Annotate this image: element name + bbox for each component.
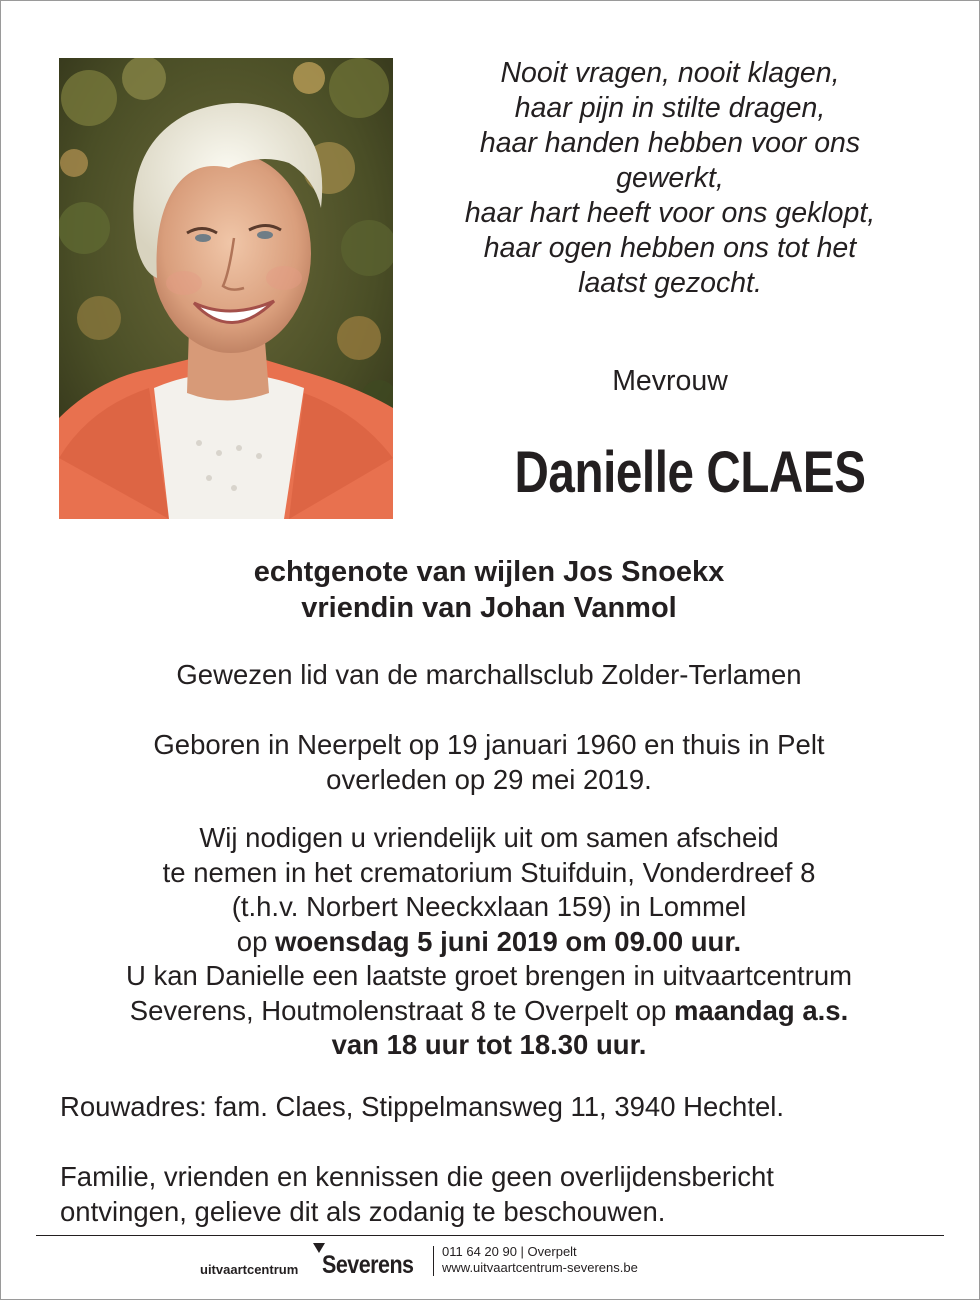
brand-small-text: uitvaartcentrum [200,1262,299,1277]
footer [0,1240,978,1280]
relations [0,554,978,626]
birth-line: Geboren in Neerpelt op 19 januari 1960 en thuis in Pelt [153,729,825,760]
club-membership: Gewezen lid van de marchallsclub Zolder-Terlamen [176,659,802,690]
invitation-line [0,1028,978,1063]
footer-separator [433,1246,434,1276]
invitation-prefix: op [236,925,276,957]
invitation-line: U kan Danielle een laatste groet brengen in uitvaartcentrum [125,960,853,991]
poem-line: haar pijn in stilte dragen, [514,92,826,124]
funeral-invitation [0,821,978,1063]
family-line: Familie, vrienden en kennissen die geen overlijdensbericht [60,1161,774,1192]
honorific: Mevrouw [612,365,728,397]
visitation-time: van 18 uur tot 18.30 uur. [331,1029,647,1060]
invitation-line: te nemen in het crematorium Stuifduin, Vonderdreef 8 [162,856,816,888]
family-line: ontvingen, gelieve dit als zodanig te beschouwen. [60,1196,666,1227]
portrait-photo [59,58,393,519]
relation-spouse: echtgenote van wijlen Jos Snoekx [253,556,725,588]
relation-friend: vriendin van Johan Vanmol [301,592,677,624]
footer-divider [36,1235,944,1236]
contact-info [442,1244,638,1276]
ceremony-datetime: woensdag 5 juni 2019 om 09.00 uur. [275,925,742,957]
birth-death-notice [0,728,978,797]
phone-location: 011 64 20 90 | Overpelt [442,1244,577,1259]
poem-line: haar hart heeft voor ons geklopt, [464,197,876,229]
website-link[interactable]: www.uitvaartcentrum-severens.be [442,1260,638,1275]
poem [420,56,920,301]
poem-line: laatst gezocht. [578,267,762,299]
poem-line: Nooit vragen, nooit klagen, [500,57,840,89]
invitation-line: (t.h.v. Norbert Neeckxlaan 159) in Lommel [231,891,747,922]
poem-line: gewerkt, [616,162,724,194]
visitation-day: maandag a.s. [673,994,849,1026]
brand-name: Severens [322,1251,414,1279]
family-notice [60,1159,940,1229]
visitation-location: Severens, Houtmolenstraat 8 te Overpelt op [129,994,674,1026]
deceased-name: Danielle CLAES [514,440,866,505]
death-line: overleden op 29 mei 2019. [326,763,652,795]
poem-line: haar ogen hebben ons tot het [483,232,857,264]
invitation-line [0,925,978,960]
mourning-address: Rouwadres: fam. Claes, Stippelmansweg 11, 3940 Hechtel. [60,1091,785,1122]
poem-line: haar handen hebben voor ons [479,127,861,159]
invitation-line: Wij nodigen u vriendelijk uit om samen afscheid [199,822,779,853]
invitation-line [0,994,978,1029]
